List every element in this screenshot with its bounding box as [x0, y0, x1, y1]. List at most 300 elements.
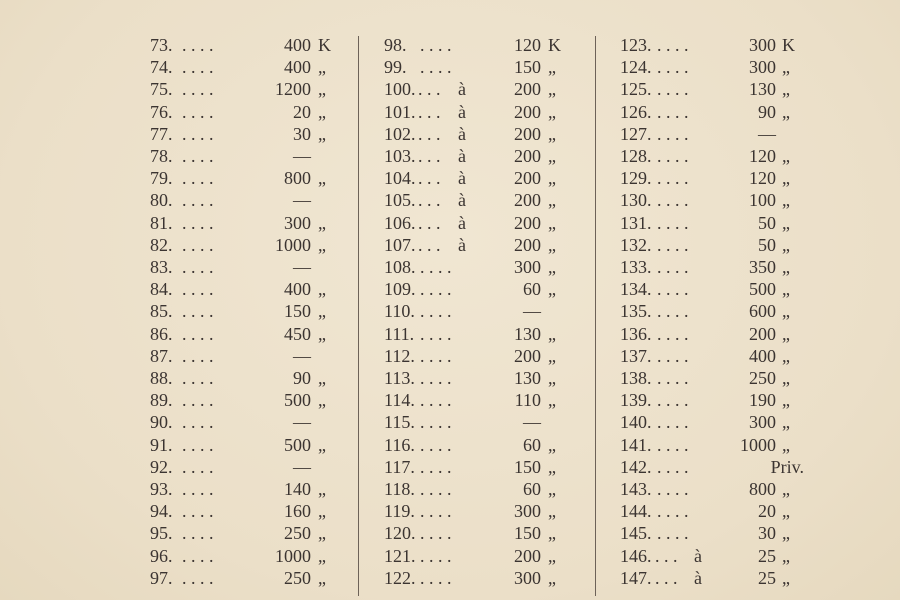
leader-dots: . . . .	[657, 434, 689, 455]
leader-dots: . . . .	[182, 501, 214, 522]
price-unit: „	[318, 123, 326, 144]
price-value: 25	[758, 567, 776, 588]
price-value: —	[293, 146, 311, 166]
price-unit: „	[782, 101, 790, 122]
price-unit: „	[782, 279, 790, 300]
price-value: 120	[749, 168, 776, 189]
price-value: 150	[514, 523, 541, 544]
leader-dots: . . .	[418, 101, 441, 122]
leader-dots: . . . .	[182, 545, 214, 566]
table-row	[0, 478, 900, 500]
price-value: 250	[749, 368, 776, 388]
entry-number: 126.	[620, 101, 652, 122]
leader-dots: . . . .	[182, 301, 214, 322]
price-value: 150	[284, 301, 311, 322]
leader-dots: . . . .	[420, 456, 452, 477]
entry-number: 139.	[620, 390, 652, 411]
leader-dots: . . .	[655, 545, 678, 566]
entry-number: 129.	[620, 168, 652, 189]
price-unit: „	[318, 101, 326, 122]
entry-number: 125.	[620, 79, 652, 100]
price-unit: „	[318, 567, 326, 588]
price-value: 30	[758, 523, 776, 544]
price-value: 300	[514, 257, 541, 277]
entry-number: 136.	[620, 323, 652, 344]
leader-dots: . . . .	[657, 323, 689, 344]
price-unit: „	[548, 168, 556, 189]
table-row	[0, 212, 900, 234]
leader-dots: . . . .	[182, 190, 214, 211]
entry-number: 80.	[150, 190, 173, 211]
leader-dots: . . . .	[420, 523, 452, 544]
entry-number: 135.	[620, 301, 652, 322]
price-prefix: à	[458, 79, 466, 100]
table-row	[0, 367, 900, 389]
price-unit: K	[318, 35, 331, 55]
price-value: 300	[514, 501, 541, 522]
entry-number: 127.	[620, 123, 652, 144]
leader-dots: . . . .	[657, 123, 689, 144]
price-value: 400	[749, 345, 776, 366]
entry-number: 104.	[384, 168, 416, 189]
price-value: —	[293, 257, 311, 277]
price-unit: „	[318, 523, 326, 544]
price-unit: „	[548, 545, 556, 566]
price-value: 90	[293, 368, 311, 388]
price-value: 150	[514, 57, 541, 78]
entry-number: 145.	[620, 523, 652, 544]
entry-number: 100.	[384, 79, 416, 100]
price-unit: „	[548, 345, 556, 366]
price-value: 200	[514, 345, 541, 366]
price-unit: „	[548, 501, 556, 522]
price-unit: „	[318, 323, 326, 344]
price-value: —	[758, 123, 776, 144]
price-value: 120	[514, 35, 541, 55]
entry-number: 117.	[384, 456, 415, 477]
price-value: 120	[749, 146, 776, 166]
price-unit: „	[782, 479, 790, 499]
leader-dots: . . . .	[182, 323, 214, 344]
price-value: 150	[514, 456, 541, 477]
leader-dots: . . . .	[420, 323, 452, 344]
table-row	[0, 101, 900, 123]
entry-number: 124.	[620, 57, 652, 78]
leader-dots: . . . .	[182, 345, 214, 366]
entry-number: 94.	[150, 501, 173, 522]
table-row	[0, 323, 900, 345]
price-value: 30	[293, 123, 311, 144]
price-value: 400	[284, 35, 311, 55]
entry-number: 143.	[620, 479, 652, 499]
entry-number: 138.	[620, 368, 652, 388]
leader-dots: . . . .	[420, 545, 452, 566]
leader-dots: . . . .	[657, 79, 689, 100]
price-unit: „	[548, 234, 556, 255]
entry-number: 131.	[620, 212, 652, 233]
price-prefix: à	[458, 190, 466, 211]
price-prefix: à	[458, 234, 466, 255]
leader-dots: . . . .	[420, 501, 452, 522]
price-value: 60	[523, 434, 541, 455]
price-unit: „	[782, 323, 790, 344]
entry-number: 132.	[620, 234, 652, 255]
entry-number: 106.	[384, 212, 416, 233]
price-unit: „	[318, 168, 326, 189]
price-unit: „	[318, 212, 326, 233]
price-value: 300	[284, 212, 311, 233]
entry-number: 112.	[384, 345, 415, 366]
entry-number: 98.	[384, 35, 407, 55]
price-value: —	[293, 412, 311, 433]
price-unit: „	[318, 279, 326, 300]
price-unit: „	[782, 545, 790, 566]
price-unit: „	[548, 323, 556, 344]
price-unit: „	[548, 567, 556, 588]
price-value: 400	[284, 279, 311, 300]
entry-number: 81.	[150, 212, 173, 233]
price-unit: „	[782, 567, 790, 588]
price-unit: „	[782, 257, 790, 277]
table-row	[0, 300, 900, 322]
table-row	[0, 56, 900, 78]
leader-dots: . . . .	[420, 279, 452, 300]
leader-dots: . . . .	[657, 35, 689, 55]
entry-number: 105.	[384, 190, 416, 211]
table-row	[0, 145, 900, 167]
entry-number: 82.	[150, 234, 173, 255]
leader-dots: . . . .	[182, 212, 214, 233]
price-unit: „	[782, 345, 790, 366]
price-unit: „	[548, 479, 556, 499]
leader-dots: . . .	[655, 567, 678, 588]
entry-number: 146.	[620, 545, 652, 566]
price-value: 1000	[740, 434, 776, 455]
entry-number: 108.	[384, 257, 416, 277]
entry-number: 128.	[620, 146, 652, 166]
price-value: —	[293, 190, 311, 211]
price-unit: „	[782, 390, 790, 411]
price-unit: „	[318, 434, 326, 455]
leader-dots: . . . .	[420, 390, 452, 411]
price-unit: „	[548, 79, 556, 100]
table-row	[0, 278, 900, 300]
leader-dots: . . . .	[420, 479, 452, 499]
price-prefix: à	[458, 168, 466, 189]
leader-dots: . . . .	[182, 123, 214, 144]
entry-number: 97.	[150, 567, 173, 588]
price-value: 200	[514, 168, 541, 189]
leader-dots: . . . .	[420, 301, 452, 322]
price-value: 25	[758, 545, 776, 566]
leader-dots: . . . .	[657, 301, 689, 322]
entry-number: 102.	[384, 123, 416, 144]
price-value: 200	[514, 190, 541, 211]
leader-dots: . . .	[418, 234, 441, 255]
leader-dots: . . . .	[657, 168, 689, 189]
entry-number: 87.	[150, 345, 173, 366]
price-value: 600	[749, 301, 776, 322]
price-unit: „	[318, 479, 326, 499]
leader-dots: . . . .	[420, 368, 452, 388]
price-value: 1000	[275, 234, 311, 255]
entry-number: 96.	[150, 545, 173, 566]
price-value: 450	[284, 323, 311, 344]
price-value: 400	[284, 57, 311, 78]
leader-dots: . . . .	[657, 57, 689, 78]
leader-dots: . . . .	[657, 257, 689, 277]
price-value: 200	[514, 146, 541, 166]
leader-dots: . . . .	[657, 368, 689, 388]
entry-number: 118.	[384, 479, 415, 499]
entry-number: 130.	[620, 190, 652, 211]
price-unit: „	[782, 168, 790, 189]
leader-dots: . . . .	[182, 146, 214, 166]
price-value: 500	[284, 390, 311, 411]
price-prefix: à	[458, 212, 466, 233]
entry-number: 142.	[620, 456, 652, 477]
table-row	[0, 411, 900, 433]
leader-dots: . . . .	[657, 412, 689, 433]
price-value: 1000	[275, 545, 311, 566]
leader-dots: . . . .	[657, 234, 689, 255]
entry-number: 101.	[384, 101, 416, 122]
price-unit: „	[548, 456, 556, 477]
entry-number: 119.	[384, 501, 415, 522]
leader-dots: . . .	[418, 79, 441, 100]
entry-number: 121.	[384, 545, 416, 566]
price-unit: „	[782, 368, 790, 388]
price-value: 130	[514, 368, 541, 388]
price-unit: „	[548, 390, 556, 411]
leader-dots: . . . .	[657, 456, 689, 477]
price-value: 50	[758, 212, 776, 233]
price-value: 200	[514, 123, 541, 144]
price-unit: „	[782, 523, 790, 544]
leader-dots: . . . .	[657, 345, 689, 366]
entry-number: 85.	[150, 301, 173, 322]
price-value: 250	[284, 567, 311, 588]
table-row	[0, 167, 900, 189]
entry-number: 93.	[150, 479, 173, 499]
entry-number: 141.	[620, 434, 652, 455]
price-unit: „	[318, 234, 326, 255]
price-value: 130	[749, 79, 776, 100]
leader-dots: . . . .	[420, 412, 452, 433]
leader-dots: . . . .	[657, 146, 689, 166]
table-row	[0, 78, 900, 100]
entry-number: 92.	[150, 456, 173, 477]
price-value: 200	[514, 234, 541, 255]
entry-number: 88.	[150, 368, 173, 388]
price-value: 250	[284, 523, 311, 544]
price-value: 500	[749, 279, 776, 300]
price-prefix: à	[458, 123, 466, 144]
price-unit: „	[548, 57, 556, 78]
price-unit: „	[782, 412, 790, 433]
entry-number: 122.	[384, 567, 416, 588]
price-value: 20	[293, 101, 311, 122]
leader-dots: . . .	[418, 146, 441, 166]
entry-number: 123.	[620, 35, 652, 55]
price-value: —	[523, 412, 541, 433]
price-value: 60	[523, 279, 541, 300]
table-row	[0, 123, 900, 145]
price-unit: „	[318, 57, 326, 78]
leader-dots: . . . .	[420, 57, 452, 78]
leader-dots: . . . .	[182, 368, 214, 388]
price-value: 800	[749, 479, 776, 499]
price-value: 110	[514, 390, 541, 411]
leader-dots: . . . .	[420, 257, 452, 277]
price-value: Priv.	[770, 456, 804, 477]
entry-number: 113.	[384, 368, 415, 388]
entry-number: 75.	[150, 79, 173, 100]
entry-number: 89.	[150, 390, 173, 411]
price-value: 800	[284, 168, 311, 189]
leader-dots: . . . .	[182, 57, 214, 78]
table-row	[0, 345, 900, 367]
leader-dots: . . . .	[420, 434, 452, 455]
entry-number: 79.	[150, 168, 173, 189]
price-unit: „	[318, 501, 326, 522]
entry-number: 116.	[384, 434, 415, 455]
price-unit: „	[318, 368, 326, 388]
price-unit: „	[782, 57, 790, 78]
entry-number: 91.	[150, 434, 173, 455]
price-value: 130	[514, 323, 541, 344]
price-value: 300	[749, 35, 776, 55]
leader-dots: . . . .	[182, 390, 214, 411]
price-unit: „	[782, 501, 790, 522]
leader-dots: . . . .	[657, 279, 689, 300]
price-value: 140	[284, 479, 311, 499]
price-value: 190	[749, 390, 776, 411]
leader-dots: . . . .	[657, 212, 689, 233]
leader-dots: . . .	[418, 190, 441, 211]
price-value: 300	[514, 567, 541, 588]
price-value: 200	[514, 101, 541, 122]
table-row	[0, 456, 900, 478]
price-value: 300	[749, 57, 776, 78]
price-unit: „	[548, 123, 556, 144]
leader-dots: . . .	[418, 168, 441, 189]
leader-dots: . . . .	[182, 234, 214, 255]
price-unit: „	[318, 390, 326, 411]
leader-dots: . . . .	[657, 523, 689, 544]
price-prefix: à	[458, 146, 466, 166]
entry-number: 134.	[620, 279, 652, 300]
price-unit: „	[548, 279, 556, 300]
table-row	[0, 189, 900, 211]
price-value: 20	[758, 501, 776, 522]
entry-number: 111.	[384, 323, 415, 344]
leader-dots: . . . .	[420, 345, 452, 366]
price-value: 200	[749, 323, 776, 344]
leader-dots: . . . .	[182, 567, 214, 588]
entry-number: 78.	[150, 146, 173, 166]
leader-dots: . . . .	[182, 412, 214, 433]
entry-number: 95.	[150, 523, 173, 544]
price-unit: „	[548, 146, 556, 166]
price-unit: „	[548, 212, 556, 233]
entry-number: 103.	[384, 146, 416, 166]
price-unit: „	[782, 234, 790, 255]
price-unit: „	[318, 301, 326, 322]
price-unit: „	[782, 79, 790, 100]
price-value: 1200	[275, 79, 311, 100]
price-value: 90	[758, 101, 776, 122]
entry-number: 77.	[150, 123, 173, 144]
price-prefix: à	[694, 545, 702, 566]
entry-number: 144.	[620, 501, 652, 522]
price-unit: „	[318, 79, 326, 100]
leader-dots: . . . .	[657, 190, 689, 211]
leader-dots: . . .	[418, 123, 441, 144]
price-value: 200	[514, 212, 541, 233]
table-row	[0, 389, 900, 411]
price-prefix: à	[694, 567, 702, 588]
table-row	[0, 34, 900, 56]
entry-number: 114.	[384, 390, 415, 411]
entry-number: 109.	[384, 279, 416, 300]
leader-dots: . . . .	[420, 35, 452, 55]
leader-dots: . . .	[418, 212, 441, 233]
leader-dots: . . . .	[182, 79, 214, 100]
leader-dots: . . . .	[657, 390, 689, 411]
entry-number: 115.	[384, 412, 415, 433]
leader-dots: . . . .	[182, 101, 214, 122]
price-unit: K	[548, 35, 561, 55]
leader-dots: . . . .	[182, 168, 214, 189]
entry-number: 120.	[384, 523, 416, 544]
leader-dots: . . . .	[657, 101, 689, 122]
table-row	[0, 234, 900, 256]
leader-dots: . . . .	[182, 456, 214, 477]
entry-number: 83.	[150, 257, 173, 277]
entry-number: 140.	[620, 412, 652, 433]
price-value: —	[293, 345, 311, 366]
price-unit: „	[548, 257, 556, 277]
entry-number: 90.	[150, 412, 173, 433]
price-value: 200	[514, 79, 541, 100]
entry-number: 110.	[384, 301, 415, 322]
price-value: 500	[284, 434, 311, 455]
table-row	[0, 567, 900, 589]
price-unit: „	[548, 368, 556, 388]
leader-dots: . . . .	[182, 434, 214, 455]
price-unit: „	[548, 434, 556, 455]
leader-dots: . . . .	[182, 257, 214, 277]
leader-dots: . . . .	[182, 279, 214, 300]
entry-number: 107.	[384, 234, 416, 255]
price-unit: „	[782, 434, 790, 455]
leader-dots: . . . .	[657, 479, 689, 499]
price-value: —	[293, 456, 311, 477]
entry-number: 73.	[150, 35, 173, 55]
price-value: —	[523, 301, 541, 322]
price-value: 160	[284, 501, 311, 522]
entry-number: 74.	[150, 57, 173, 78]
price-unit: „	[782, 146, 790, 166]
entry-number: 99.	[384, 57, 407, 78]
leader-dots: . . . .	[182, 523, 214, 544]
table-row	[0, 434, 900, 456]
leader-dots: . . . .	[182, 479, 214, 499]
entry-number: 147.	[620, 567, 652, 588]
entry-number: 86.	[150, 323, 173, 344]
table-row	[0, 545, 900, 567]
